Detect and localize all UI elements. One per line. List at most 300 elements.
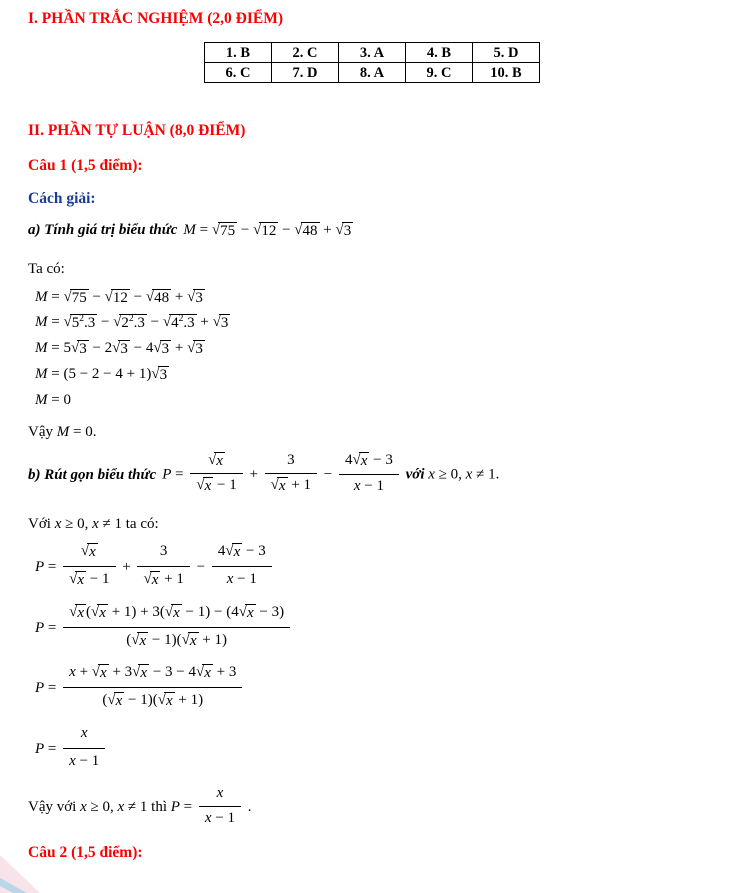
math-text: −: [237, 221, 254, 238]
numerator: [339, 450, 399, 474]
radical-icon: √: [164, 603, 174, 620]
math-text: ≥ 0,: [86, 799, 118, 816]
sqrt-expression: [69, 604, 86, 622]
math-text: + 1: [160, 571, 184, 587]
numerator: [137, 540, 189, 567]
math-text: M: [56, 424, 70, 441]
radical-icon: √: [211, 221, 221, 238]
radical-icon: √: [69, 603, 78, 620]
radical-icon: √: [208, 452, 217, 468]
numerator: [63, 661, 242, 688]
radicand: [359, 452, 370, 470]
sqrt-expression: [196, 477, 213, 495]
radical-icon: √: [80, 543, 90, 560]
math-text: +: [245, 466, 262, 483]
math-text: x: [360, 453, 368, 470]
math-text: x: [80, 724, 88, 741]
radical-icon: √: [212, 314, 221, 331]
math-text: 3: [195, 341, 203, 357]
math-text: Vậy: [28, 424, 57, 441]
radical-icon: √: [151, 365, 160, 382]
part-b-statement: [28, 452, 712, 499]
denominator: [212, 567, 272, 592]
radicand: [342, 222, 354, 240]
radical-icon: √: [187, 288, 196, 305]
radical-icon: √: [270, 477, 279, 493]
math-text: 75: [220, 222, 236, 239]
denominator: [199, 807, 241, 829]
math-text: − 1)(: [148, 631, 182, 648]
math-text: + 3: [212, 664, 237, 681]
radicand: [301, 222, 320, 240]
math-text: x: [77, 572, 85, 588]
math-text: x: [204, 478, 212, 495]
math-text: ≠ 1 ta có:: [98, 515, 159, 532]
sqrt-expression: [158, 692, 175, 710]
math-text: − 1: [360, 477, 385, 494]
math-step-line: [35, 338, 712, 360]
radicand: [245, 604, 256, 622]
radical-icon: √: [294, 221, 303, 238]
math-text: P: [35, 559, 45, 576]
sqrt-expression: [165, 604, 182, 622]
math-text: với: [401, 466, 429, 483]
sqrt-expression: [132, 664, 149, 682]
math-text: x: [465, 466, 473, 483]
math-text: =: [47, 288, 64, 305]
radicand: [114, 692, 125, 710]
answer-cell: 10. B: [473, 63, 540, 83]
math-text: x: [428, 466, 435, 483]
math-text: x: [246, 604, 254, 621]
math-step-line: [35, 390, 712, 412]
math-step-line: [35, 287, 712, 309]
math-text: − 1)(: [124, 692, 158, 708]
radical-icon: √: [104, 288, 113, 305]
math-text: M: [35, 365, 48, 382]
radicand: [193, 340, 205, 358]
denominator: [63, 749, 105, 774]
radical-icon: √: [352, 452, 361, 469]
sqrt-expression: [143, 571, 160, 589]
math-text: − 1: [213, 477, 237, 494]
sqrt-expression: [353, 452, 370, 470]
radical-icon: √: [181, 631, 190, 648]
answer-table-body: [205, 43, 540, 83]
math-text: =: [44, 680, 61, 697]
fraction: [63, 722, 105, 774]
denominator: [63, 628, 290, 653]
math-text: P: [35, 680, 45, 697]
math-text: x: [99, 604, 106, 621]
denominator: [339, 475, 399, 497]
math-text: 3: [159, 366, 168, 383]
solution-method-heading: Cách giải:: [28, 190, 96, 208]
fraction: [199, 783, 241, 829]
sqrt-expression: [187, 289, 205, 307]
radicand: [158, 366, 170, 384]
radical-icon: √: [91, 603, 100, 620]
radicand: [97, 604, 108, 622]
math-text: 12: [112, 289, 128, 306]
radical-icon: √: [253, 221, 262, 238]
math-text: =: [47, 314, 64, 331]
math-step-line: [35, 364, 712, 386]
radicand: [75, 604, 86, 622]
math-text: −: [88, 288, 105, 305]
math-text: x: [69, 664, 76, 681]
math-text: 3: [159, 543, 168, 560]
radicand: [164, 692, 175, 710]
math-text: (: [126, 631, 132, 648]
math-text: x: [140, 665, 148, 682]
math-step-line: [35, 663, 712, 715]
numerator: [212, 540, 272, 567]
radicand: [75, 571, 86, 589]
math-text: +: [171, 288, 188, 305]
math-text: x: [204, 665, 211, 682]
sqrt-expression: [112, 340, 130, 358]
cau2-heading: Câu 2 (1,5 điểm):: [28, 843, 143, 861]
part-a-expression: [183, 221, 353, 240]
math-text: M: [35, 340, 48, 356]
sqrt-expression: [225, 543, 242, 561]
radical-icon: √: [153, 340, 162, 356]
math-text: − 3): [255, 603, 285, 620]
math-text: +: [118, 559, 135, 576]
math-text: x: [100, 665, 107, 682]
radicand: [202, 664, 213, 682]
math-text: x: [216, 453, 223, 469]
math-text: P: [35, 740, 45, 757]
math-text: x: [173, 604, 180, 621]
math-text: +: [196, 314, 213, 331]
math-step-line: [35, 312, 712, 334]
math-text: − 3: [242, 543, 266, 560]
math-text: x: [92, 515, 99, 532]
math-superscript: 2: [128, 314, 134, 325]
math-text: .3: [183, 315, 195, 332]
radicand: [169, 314, 197, 332]
math-text: =: [195, 221, 212, 238]
fraction: [339, 450, 399, 496]
radicand: [259, 222, 278, 240]
ta-co-text: Ta có:: [28, 260, 65, 277]
sqrt-expression: [239, 604, 256, 622]
answer-table: [204, 42, 540, 83]
fraction: [212, 540, 272, 592]
sqrt-expression: [63, 289, 88, 307]
radicand: [150, 571, 161, 589]
radicand: [218, 222, 237, 240]
denominator: [265, 474, 317, 496]
denominator: [190, 474, 242, 496]
math-text: M: [35, 314, 48, 331]
radicand: [188, 632, 199, 650]
math-text: x: [233, 544, 241, 561]
answer-cell: 2. C: [272, 43, 339, 63]
radicand: [152, 289, 171, 307]
math-text: 3: [161, 341, 170, 357]
math-text: −: [129, 288, 146, 305]
math-text: 3: [220, 315, 229, 332]
answer-cell: 8. A: [339, 63, 406, 83]
math-text: + 1): [174, 692, 204, 708]
radicand: [138, 664, 149, 682]
radicand: [277, 477, 288, 495]
radical-icon: √: [131, 631, 140, 648]
math-text: 4: [217, 543, 226, 560]
sqrt-expression: [146, 289, 171, 307]
radicand: [119, 314, 147, 332]
denominator: [63, 567, 115, 592]
cau1-heading: Câu 1 (1,5 điểm):: [28, 156, 143, 174]
math-text: =: [179, 799, 196, 816]
radicand: [214, 452, 225, 470]
math-text: x: [189, 632, 197, 649]
math-text: −: [192, 559, 209, 576]
sqrt-expression: [208, 452, 225, 470]
math-text: 75: [71, 289, 87, 306]
answer-cell: 7. D: [272, 63, 339, 83]
sqrt-expression: [151, 366, 169, 384]
math-step-line: [35, 724, 712, 776]
numerator: [63, 540, 115, 567]
math-text: x: [115, 693, 123, 709]
answer-cell: 1. B: [205, 43, 272, 63]
fraction: [190, 450, 242, 497]
sqrt-expression: [91, 604, 108, 622]
numerator: [63, 601, 290, 628]
math-text: x: [54, 515, 62, 532]
denominator: [137, 567, 189, 592]
math-text: −: [97, 314, 114, 331]
numerator: [190, 450, 242, 474]
math-text: − 1) − (4: [181, 603, 239, 620]
sqrt-expression: [63, 314, 97, 332]
answer-cell: 3. A: [339, 43, 406, 63]
fraction: [63, 661, 242, 713]
part-a-steps: [28, 287, 712, 412]
part-b-label: b) Rút gọn biểu thức: [28, 466, 157, 483]
math-text: = 5: [47, 340, 71, 356]
math-text: x: [216, 785, 224, 802]
math-text: x: [77, 604, 85, 621]
sqrt-expression: [213, 314, 231, 332]
math-superscript: 2: [178, 314, 184, 325]
math-text: =: [44, 740, 61, 757]
sqrt-expression: [69, 571, 86, 589]
fraction: [63, 601, 290, 653]
section1-heading: I. PHẦN TRẮC NGHIỆM (2,0 ĐIỂM): [28, 10, 284, 27]
radical-icon: √: [107, 692, 116, 708]
part-b-condition: [28, 515, 712, 534]
radical-icon: √: [145, 288, 155, 305]
fraction: [265, 450, 317, 496]
part-b-steps: [28, 542, 712, 775]
math-text: − 2: [88, 340, 113, 356]
radical-icon: √: [162, 314, 172, 331]
radicand: [203, 477, 214, 495]
math-text: + 1: [287, 477, 312, 493]
sqrt-expression: [107, 692, 124, 710]
fraction: [63, 540, 115, 592]
math-text: 4: [171, 315, 179, 332]
math-text: x: [165, 693, 173, 709]
radicand: [118, 340, 130, 358]
math-text: 12: [261, 222, 277, 239]
math-text: − 3: [369, 452, 393, 469]
math-text: Với: [28, 515, 55, 532]
radical-icon: √: [195, 664, 205, 681]
math-text: 3: [195, 289, 203, 306]
math-text: +: [75, 664, 92, 681]
math-text: 3: [287, 452, 295, 469]
sqrt-expression: [113, 314, 147, 332]
sqrt-expression: [212, 222, 237, 240]
radicand: [160, 340, 172, 358]
math-text: ≥ 0,: [61, 515, 93, 532]
part-a-conclusion: [28, 423, 712, 442]
radical-icon: √: [70, 340, 80, 356]
fraction: [137, 540, 189, 592]
math-text: +: [171, 340, 188, 356]
answer-cell: 9. C: [406, 63, 473, 83]
math-text: M: [183, 221, 196, 238]
math-text: =: [171, 466, 188, 483]
math-text: 2: [121, 315, 129, 332]
math-text: 3: [343, 222, 352, 239]
math-text: 48: [154, 289, 170, 306]
radical-icon: √: [91, 664, 101, 681]
part-a-label: a) Tính giá trị biểu thức: [28, 221, 178, 238]
math-text: x: [139, 632, 147, 649]
math-text: M: [35, 391, 48, 408]
answer-row: [205, 43, 540, 63]
math-text: Vậy với: [28, 799, 81, 816]
radical-icon: √: [112, 340, 121, 356]
numerator: [199, 783, 241, 807]
radical-icon: √: [69, 571, 78, 587]
sqrt-expression: [294, 222, 319, 240]
math-text: x: [151, 572, 159, 588]
math-text: 4: [345, 452, 353, 469]
math-text: P: [35, 619, 45, 636]
radical-icon: √: [132, 664, 141, 681]
radical-icon: √: [225, 543, 234, 560]
radical-icon: √: [63, 314, 72, 331]
radical-icon: √: [196, 477, 205, 494]
numerator: [265, 450, 317, 474]
math-text: x: [278, 478, 286, 494]
math-text: x: [117, 799, 125, 816]
math-text: − 3 − 4: [149, 664, 196, 681]
math-text: + 3: [108, 664, 133, 681]
radicand: [77, 340, 89, 358]
math-text: −: [278, 221, 295, 238]
math-text: +: [319, 221, 336, 238]
math-text: − 1: [233, 571, 257, 587]
math-text: ≠ 1 thì: [124, 799, 171, 816]
sqrt-expression: [253, 222, 278, 240]
math-step-line: [35, 542, 712, 594]
radicand: [137, 632, 148, 650]
section2-heading: II. PHẦN TỰ LUẬN (8,0 ĐIỂM): [28, 122, 246, 140]
sqrt-expression: [153, 340, 171, 358]
math-text: x: [80, 799, 87, 816]
math-text: x: [204, 810, 212, 826]
answer-cell: 4. B: [406, 43, 473, 63]
numerator: [63, 722, 105, 749]
radical-icon: √: [335, 221, 344, 238]
math-step-line: [35, 603, 712, 655]
math-text: 3: [120, 341, 128, 357]
math-text: x: [353, 477, 361, 494]
math-text: = 0: [47, 391, 71, 408]
sqrt-expression: [163, 314, 197, 332]
part-b-conclusion: [28, 785, 712, 831]
answer-cell: 5. D: [473, 43, 540, 63]
radicand: [98, 664, 109, 682]
math-text: 48: [302, 222, 318, 239]
sqrt-expression: [131, 632, 148, 650]
sqrt-expression: [92, 664, 109, 682]
math-text: =: [44, 619, 61, 636]
sqrt-expression: [196, 664, 213, 682]
math-text: x: [226, 571, 234, 587]
radical-icon: √: [63, 288, 72, 305]
math-text: −: [320, 466, 337, 483]
math-text: 3: [79, 341, 87, 357]
sqrt-expression: [187, 340, 205, 358]
sqrt-expression: [182, 632, 199, 650]
radical-icon: √: [187, 340, 196, 356]
radicand: [232, 543, 243, 561]
math-text: M: [35, 288, 48, 305]
radicand: [219, 314, 231, 332]
radicand: [70, 314, 98, 332]
radicand: [193, 289, 205, 307]
radicand: [87, 543, 98, 561]
math-text: −: [146, 314, 163, 331]
sqrt-expression: [271, 477, 288, 495]
math-text: .3: [83, 315, 96, 332]
sqrt-expression: [105, 289, 130, 307]
radical-icon: √: [143, 571, 152, 587]
math-text: =: [44, 559, 61, 576]
radicand: [70, 289, 89, 307]
sqrt-expression: [71, 340, 89, 358]
radical-icon: √: [238, 603, 247, 620]
math-text: = (5 − 2 − 4 + 1): [47, 365, 152, 382]
part-a-statement: [28, 221, 712, 240]
math-text: x: [89, 544, 96, 561]
math-text: x: [69, 752, 76, 769]
radical-icon: √: [157, 692, 166, 708]
part-b-expression: [162, 452, 499, 499]
math-text: P: [162, 466, 172, 483]
answer-row: [205, 63, 540, 83]
math-text: .: [244, 799, 252, 816]
math-text: − 1: [211, 810, 236, 826]
denominator: [63, 688, 242, 713]
math-superscript: 2: [79, 314, 84, 325]
math-text: (: [102, 692, 108, 708]
radicand: [111, 289, 130, 307]
radicand: [171, 604, 182, 622]
math-text: P: [170, 799, 180, 816]
math-text: 5: [71, 315, 80, 332]
